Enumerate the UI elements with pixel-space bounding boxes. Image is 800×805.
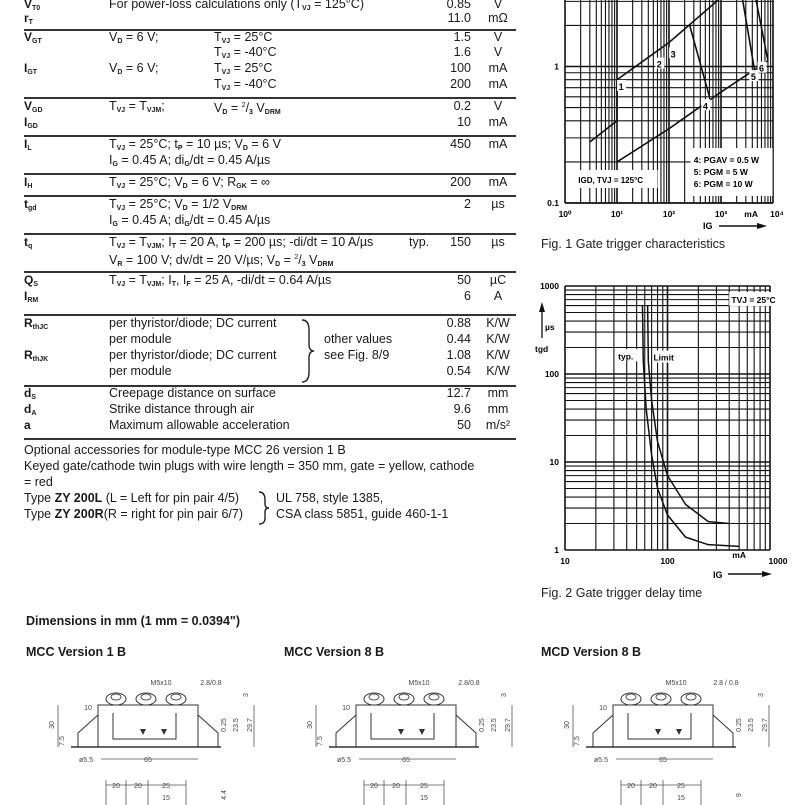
dim-label: 0.25 (479, 718, 486, 732)
version-title: MCC Version 8 B (284, 645, 385, 659)
accessories-block (24, 442, 524, 522)
table-row (24, 44, 516, 60)
x-tick-label: 10³ (714, 209, 728, 219)
x-axis-label: IG (703, 221, 713, 230)
terminal-screw-icon (166, 693, 186, 705)
param-unit: µC (489, 273, 507, 287)
module-drawing (531, 665, 781, 805)
dim-bottom-label: 25 (420, 783, 428, 790)
condition-text: $T_{VJ} = 25^\circ C$; $V_D = 6$ V; $R_{GK}$ = ∞ (109, 175, 270, 190)
dim-bottom-label: 20 (112, 783, 120, 790)
type2-name: ZY 200R (54, 507, 104, 521)
param-value: 12.7 (446, 386, 471, 400)
param-unit: mm (487, 402, 509, 416)
param-symbol: $I_L$ (24, 137, 32, 152)
dim-bottom-label: 15 (162, 795, 170, 802)
param-unit: mA (488, 61, 508, 75)
dim-label: 3 (501, 693, 508, 697)
x-tick-label: 10 (560, 556, 570, 566)
dim-length-label: 65 (402, 757, 410, 764)
table-row (24, 288, 516, 304)
legend-entry: 4: PGAV = 0.5 W (693, 155, 760, 165)
type2-prefix: Type (24, 507, 55, 521)
param-unit: K/W (486, 332, 510, 346)
param-unit: V (493, 45, 503, 59)
table-row (24, 234, 516, 250)
x-tick-label: mA (744, 209, 759, 219)
dim-label: 7.5 (574, 736, 581, 746)
dim-bottom-label: 20 (392, 783, 400, 790)
dim-bottom-label: 20 (134, 783, 142, 790)
brace-icon (300, 318, 316, 384)
x-tick-label: 100 (660, 556, 675, 566)
dim-label: 3 (243, 693, 250, 697)
param-symbol: $I_{GT}$ (24, 61, 38, 76)
dim-plug-label: 2.8/0.8 (200, 680, 222, 687)
x-tick-label: 10⁴ (770, 209, 784, 219)
cert2: CSA class 5851, guide 460-1-1 (276, 507, 449, 521)
param-value: 200 (450, 175, 471, 189)
dim-hole-label: ø5.5 (78, 757, 94, 764)
dim-label: 10 (84, 705, 92, 712)
legend-entry: 6: PGM = 10 W (693, 179, 753, 189)
param-unit: mA (488, 115, 508, 129)
legend-entry: 5: PGM = 5 W (693, 167, 748, 177)
param-symbol: $I_{RM}$ (24, 289, 39, 304)
condition-text-2: other values (324, 332, 393, 346)
table-row (24, 174, 516, 190)
type1-desc: (L = Left for pin pair 4/5) (102, 491, 240, 505)
internal-wiring (628, 713, 691, 739)
dim-plug-label: 2.8 / 0.8 (713, 680, 739, 687)
terminal-screw-icon (651, 693, 671, 705)
dim-height-label: 30 (307, 721, 314, 729)
table-divider (24, 438, 516, 440)
param-symbol: $t_{gd}$ (24, 197, 37, 212)
curve-label-5: 5 (750, 72, 756, 83)
dim-bottom-label: 20 (370, 783, 378, 790)
param-unit: mΩ (488, 11, 508, 25)
param-symbol: $r_T$ (24, 11, 33, 26)
param-value: 50 (457, 273, 471, 287)
table-row (24, 385, 516, 401)
x-tick-label: 1000 (768, 556, 788, 566)
condition-text: $T_{VJ} = T_{VJM}$; $I_T$, $I_F = 25$ A, -di/dt = 0.64 A/µs (109, 273, 332, 288)
param-value: 0.54 (446, 364, 471, 378)
curve-label-3: 3 (670, 49, 676, 60)
param-unit: µs (491, 235, 505, 249)
y-tick-label: 1 (554, 545, 559, 555)
param-symbol: $d_A$ (24, 402, 37, 417)
param-unit: K/W (486, 348, 510, 362)
accessories-line1: Optional accessories for module-type MCC 26 version 1 B (24, 443, 346, 457)
condition-text: Creepage distance on surface (109, 386, 276, 400)
param-value: 0.44 (446, 332, 471, 346)
dim-label: 23.5 (491, 718, 498, 732)
diode-icon (161, 729, 167, 735)
accessories-line2: Keyed gate/cathode twin plugs with wire length = 350 mm, gate = yellow, cathode (24, 459, 475, 473)
arrow-head-icon (539, 302, 545, 312)
label-limit: Limit (653, 352, 674, 363)
dim-label: 7.5 (317, 736, 324, 746)
dim-label: 10 (599, 705, 607, 712)
type1-name: ZY 200L (54, 491, 103, 505)
dim-bottom-label: 9 (736, 793, 743, 797)
terminal-screw-icon (621, 693, 641, 705)
condition-text: $T_{VJ} = T_{VJM}$; $I_T = 20$ A, $t_P = 200$ µs; -di/dt = 10 A/µs (109, 235, 374, 250)
terminal-screw-icon (364, 693, 384, 705)
module-drawing (16, 665, 266, 805)
dim-bottom-label: 25 (162, 783, 170, 790)
curve-label-4: 4 (702, 101, 708, 112)
curve-label-6: 6 (758, 63, 764, 74)
dim-screw-label: M5x10 (150, 680, 172, 687)
param-value: 9.6 (453, 402, 471, 416)
param-symbol: a (24, 418, 31, 432)
condition-text: per module (109, 332, 172, 346)
param-value: 0.85 (446, 0, 471, 11)
dim-label: 0.25 (221, 718, 228, 732)
version-title: MCC Version 1 B (26, 645, 127, 659)
terminal-screw-icon (106, 693, 126, 705)
param-unit: V (493, 30, 503, 44)
dim-bottom-label: 15 (677, 795, 685, 802)
param-value: 50 (457, 418, 471, 432)
table-row (24, 76, 516, 92)
dim-label: 10 (342, 705, 350, 712)
dimensions-heading: Dimensions in mm (1 mm = 0.0394") (26, 614, 240, 628)
param-value: 11.0 (447, 11, 471, 25)
arrow-head-icon (757, 223, 767, 229)
module-drawing (274, 665, 524, 805)
diode-icon (140, 729, 146, 735)
param-unit: mA (488, 77, 508, 91)
condition-text: $V_D = 6$ V; (109, 61, 159, 76)
x-axis-label: IG (713, 570, 723, 580)
table-row (24, 212, 516, 228)
param-symbol: $Q_S$ (24, 273, 39, 288)
dim-label: 0.25 (736, 718, 743, 732)
param-value: 0.88 (446, 316, 471, 330)
param-unit: K/W (486, 364, 510, 378)
brace-icon (257, 490, 271, 526)
annotation-igd: IGD, TVJ = 125°C (578, 176, 644, 185)
y-tick-label: 1000 (540, 281, 559, 291)
param-unit: mm (487, 386, 509, 400)
fig2-caption: Fig. 2 Gate trigger delay time (541, 586, 703, 600)
typ-label: typ. (409, 235, 430, 249)
module-flange-left (593, 715, 613, 747)
param-symbol: $t_q$ (24, 235, 33, 250)
table-row (24, 347, 516, 363)
y-tick-label: 1 (554, 61, 559, 72)
param-value: 450 (450, 137, 471, 151)
dim-label: 29.7 (505, 718, 512, 732)
dim-label: 3 (758, 693, 765, 697)
dim-length-label: 65 (659, 757, 667, 764)
condition-text: $T_{VJ} = 25^\circ C$; $t_P = 10$ µs; $V_D = 6$ V (109, 137, 281, 152)
terminal-screw-icon (424, 693, 444, 705)
x-tick-label: 10⁰ (558, 209, 572, 219)
label-typ: typ. (618, 351, 634, 362)
table-row (24, 196, 516, 212)
condition-text: Maximum allowable acceleration (109, 418, 290, 432)
condition-text-2: see Fig. 8/9 (324, 348, 390, 362)
dim-bottom-label: 15 (420, 795, 428, 802)
param-value: 10 (457, 115, 471, 129)
param-unit: µs (491, 197, 505, 211)
dim-bottom-label: 20 (627, 783, 635, 790)
param-value: 1.5 (453, 30, 471, 44)
module-flange-left (336, 715, 356, 747)
curve-label-1: 1 (618, 81, 624, 92)
dim-screw-label: M5x10 (665, 680, 687, 687)
table-row (24, 272, 516, 288)
condition-text-2: $V_D = ^2/_3$ $V_{DRM}$ (214, 101, 281, 117)
dim-length-label: 65 (144, 757, 152, 764)
condition-text: $T_{VJ} = 25^\circ C$; $V_D = 1/2$ $V_{DRM}$ (109, 197, 248, 212)
condition-text: per module (109, 364, 172, 378)
dim-bottom-label: 25 (677, 783, 685, 790)
dim-bottom-label: 20 (649, 783, 657, 790)
condition-text: For power-loss calculations only $(T_{VJ} = 125^\circ C)$ (109, 0, 364, 12)
internal-wiring (371, 713, 434, 739)
param-unit: mA (488, 137, 508, 151)
diode-icon (398, 729, 404, 735)
version-title: MCD Version 8 B (541, 645, 642, 659)
fig1-chart (535, 0, 800, 230)
dim-label: 23.5 (748, 718, 755, 732)
table-row (24, 10, 516, 26)
param-value: 1.6 (453, 45, 471, 59)
condition-text: $I_G = 0.45$ A; $di_G/dt = 0.45$ A/µs (109, 153, 271, 168)
x-tick-label: mA (732, 550, 746, 560)
table-row (24, 401, 516, 417)
param-symbol: $V_{GT}$ (24, 30, 42, 45)
curve-label-2: 2 (656, 59, 662, 70)
y-axis-label: tgd (535, 344, 549, 354)
condition-text: Strike distance through air (109, 402, 255, 416)
dim-hole-label: ø5.5 (336, 757, 352, 764)
type2-desc: (R = right for pin pair 6/7) (103, 507, 243, 521)
dim-label: 29.7 (762, 718, 769, 732)
condition-text-2: $T_{VJ} = 25^\circ C$ (214, 30, 273, 45)
accessories-line3: = red (24, 475, 53, 489)
param-symbol: $V_{T0}$ (24, 0, 41, 12)
param-symbol: $I_{GD}$ (24, 115, 38, 130)
y-tick-label: 10 (549, 457, 559, 467)
dim-height-label: 30 (564, 721, 571, 729)
dim-label: 23.5 (233, 718, 240, 732)
param-symbol: $R_{thJC}$ (24, 316, 49, 331)
param-value: 2 (464, 197, 471, 211)
fig1-caption: Fig. 1 Gate trigger characteristics (541, 237, 726, 251)
table-row (24, 136, 516, 152)
annotation-tvj: TVJ = 25°C (731, 295, 776, 305)
dim-label: 7.5 (59, 736, 66, 746)
fig2-chart (530, 278, 800, 588)
param-symbol: $d_S$ (24, 386, 37, 401)
table-row (24, 250, 516, 269)
module-flange-right (456, 715, 476, 747)
series-line-4 (690, 25, 710, 96)
terminal-screw-icon (681, 693, 701, 705)
condition-text: per thyristor/diode; DC current (109, 316, 277, 330)
param-unit: A (493, 289, 503, 303)
dim-hole-label: ø5.5 (593, 757, 609, 764)
condition-text: $V_R = 100$ V; dv/dt = 20 V/µs; $V_D = ^2/_3$ $V_{DRM}$ (109, 253, 334, 269)
arrow-head-icon (762, 571, 772, 577)
dim-bottom-label: 4.4 (221, 790, 228, 800)
x-tick-label: 10¹ (610, 209, 624, 219)
param-value: 6 (464, 289, 471, 303)
param-symbol: $I_H$ (24, 175, 33, 190)
param-unit: K/W (486, 316, 510, 330)
cert1: UL 758, style 1385, (276, 491, 384, 505)
table-row (24, 29, 516, 45)
condition-text: $I_G = 0.45$ A; $di_G/dt = 0.45$ A/µs (109, 213, 271, 228)
internal-wiring (113, 713, 176, 739)
terminal-screw-icon (394, 693, 414, 705)
param-unit: m/s² (485, 418, 511, 432)
condition-text: per thyristor/diode; DC current (109, 348, 277, 362)
param-value: 150 (450, 235, 471, 249)
table-row (24, 114, 516, 130)
table-row (24, 417, 516, 433)
param-value: 200 (450, 77, 471, 91)
y-tick-label: 0.1 (547, 198, 559, 208)
x-tick-label: 10² (662, 209, 676, 219)
table-row (24, 98, 516, 117)
condition-text-2: $T_{VJ} = 25^\circ C$ (214, 61, 273, 76)
condition-text-2: $T_{VJ} = -40^\circ C$ (214, 77, 277, 92)
diode-icon (419, 729, 425, 735)
y-axis-unit: µs (545, 322, 555, 332)
param-symbol: $V_{GD}$ (24, 99, 43, 114)
dim-label: 29.7 (247, 718, 254, 732)
param-unit: V (493, 0, 503, 11)
param-unit: mA (488, 175, 508, 189)
condition-text: $T_{VJ} = T_{VJM}$; (109, 99, 165, 114)
module-flange-right (713, 715, 733, 747)
table-row (24, 152, 516, 168)
diode-icon (676, 729, 682, 735)
terminal-screw-icon (136, 693, 156, 705)
type1-prefix: Type (24, 491, 55, 505)
dim-height-label: 30 (49, 721, 56, 729)
dim-screw-label: M5x10 (408, 680, 430, 687)
table-row (24, 363, 516, 379)
series-line-3 (590, 80, 617, 142)
y-tick-label: 100 (544, 369, 559, 379)
module-flange-left (78, 715, 98, 747)
param-unit: V (493, 99, 503, 113)
series-typ (642, 306, 739, 547)
param-symbol: $R_{thJK}$ (24, 348, 49, 363)
table-row (24, 331, 516, 347)
param-value: 0.2 (453, 99, 471, 113)
condition-text: $V_D = 6$ V; (109, 30, 159, 45)
param-value: 1.08 (446, 348, 471, 362)
dim-plug-label: 2.8/0.8 (458, 680, 480, 687)
condition-text-2: $T_{VJ} = -40^\circ C$ (214, 45, 277, 60)
table-row (24, 60, 516, 76)
diode-icon (655, 729, 661, 735)
series-limit (648, 306, 730, 524)
module-flange-right (198, 715, 218, 747)
param-value: 100 (450, 61, 471, 75)
table-row (24, 315, 516, 331)
